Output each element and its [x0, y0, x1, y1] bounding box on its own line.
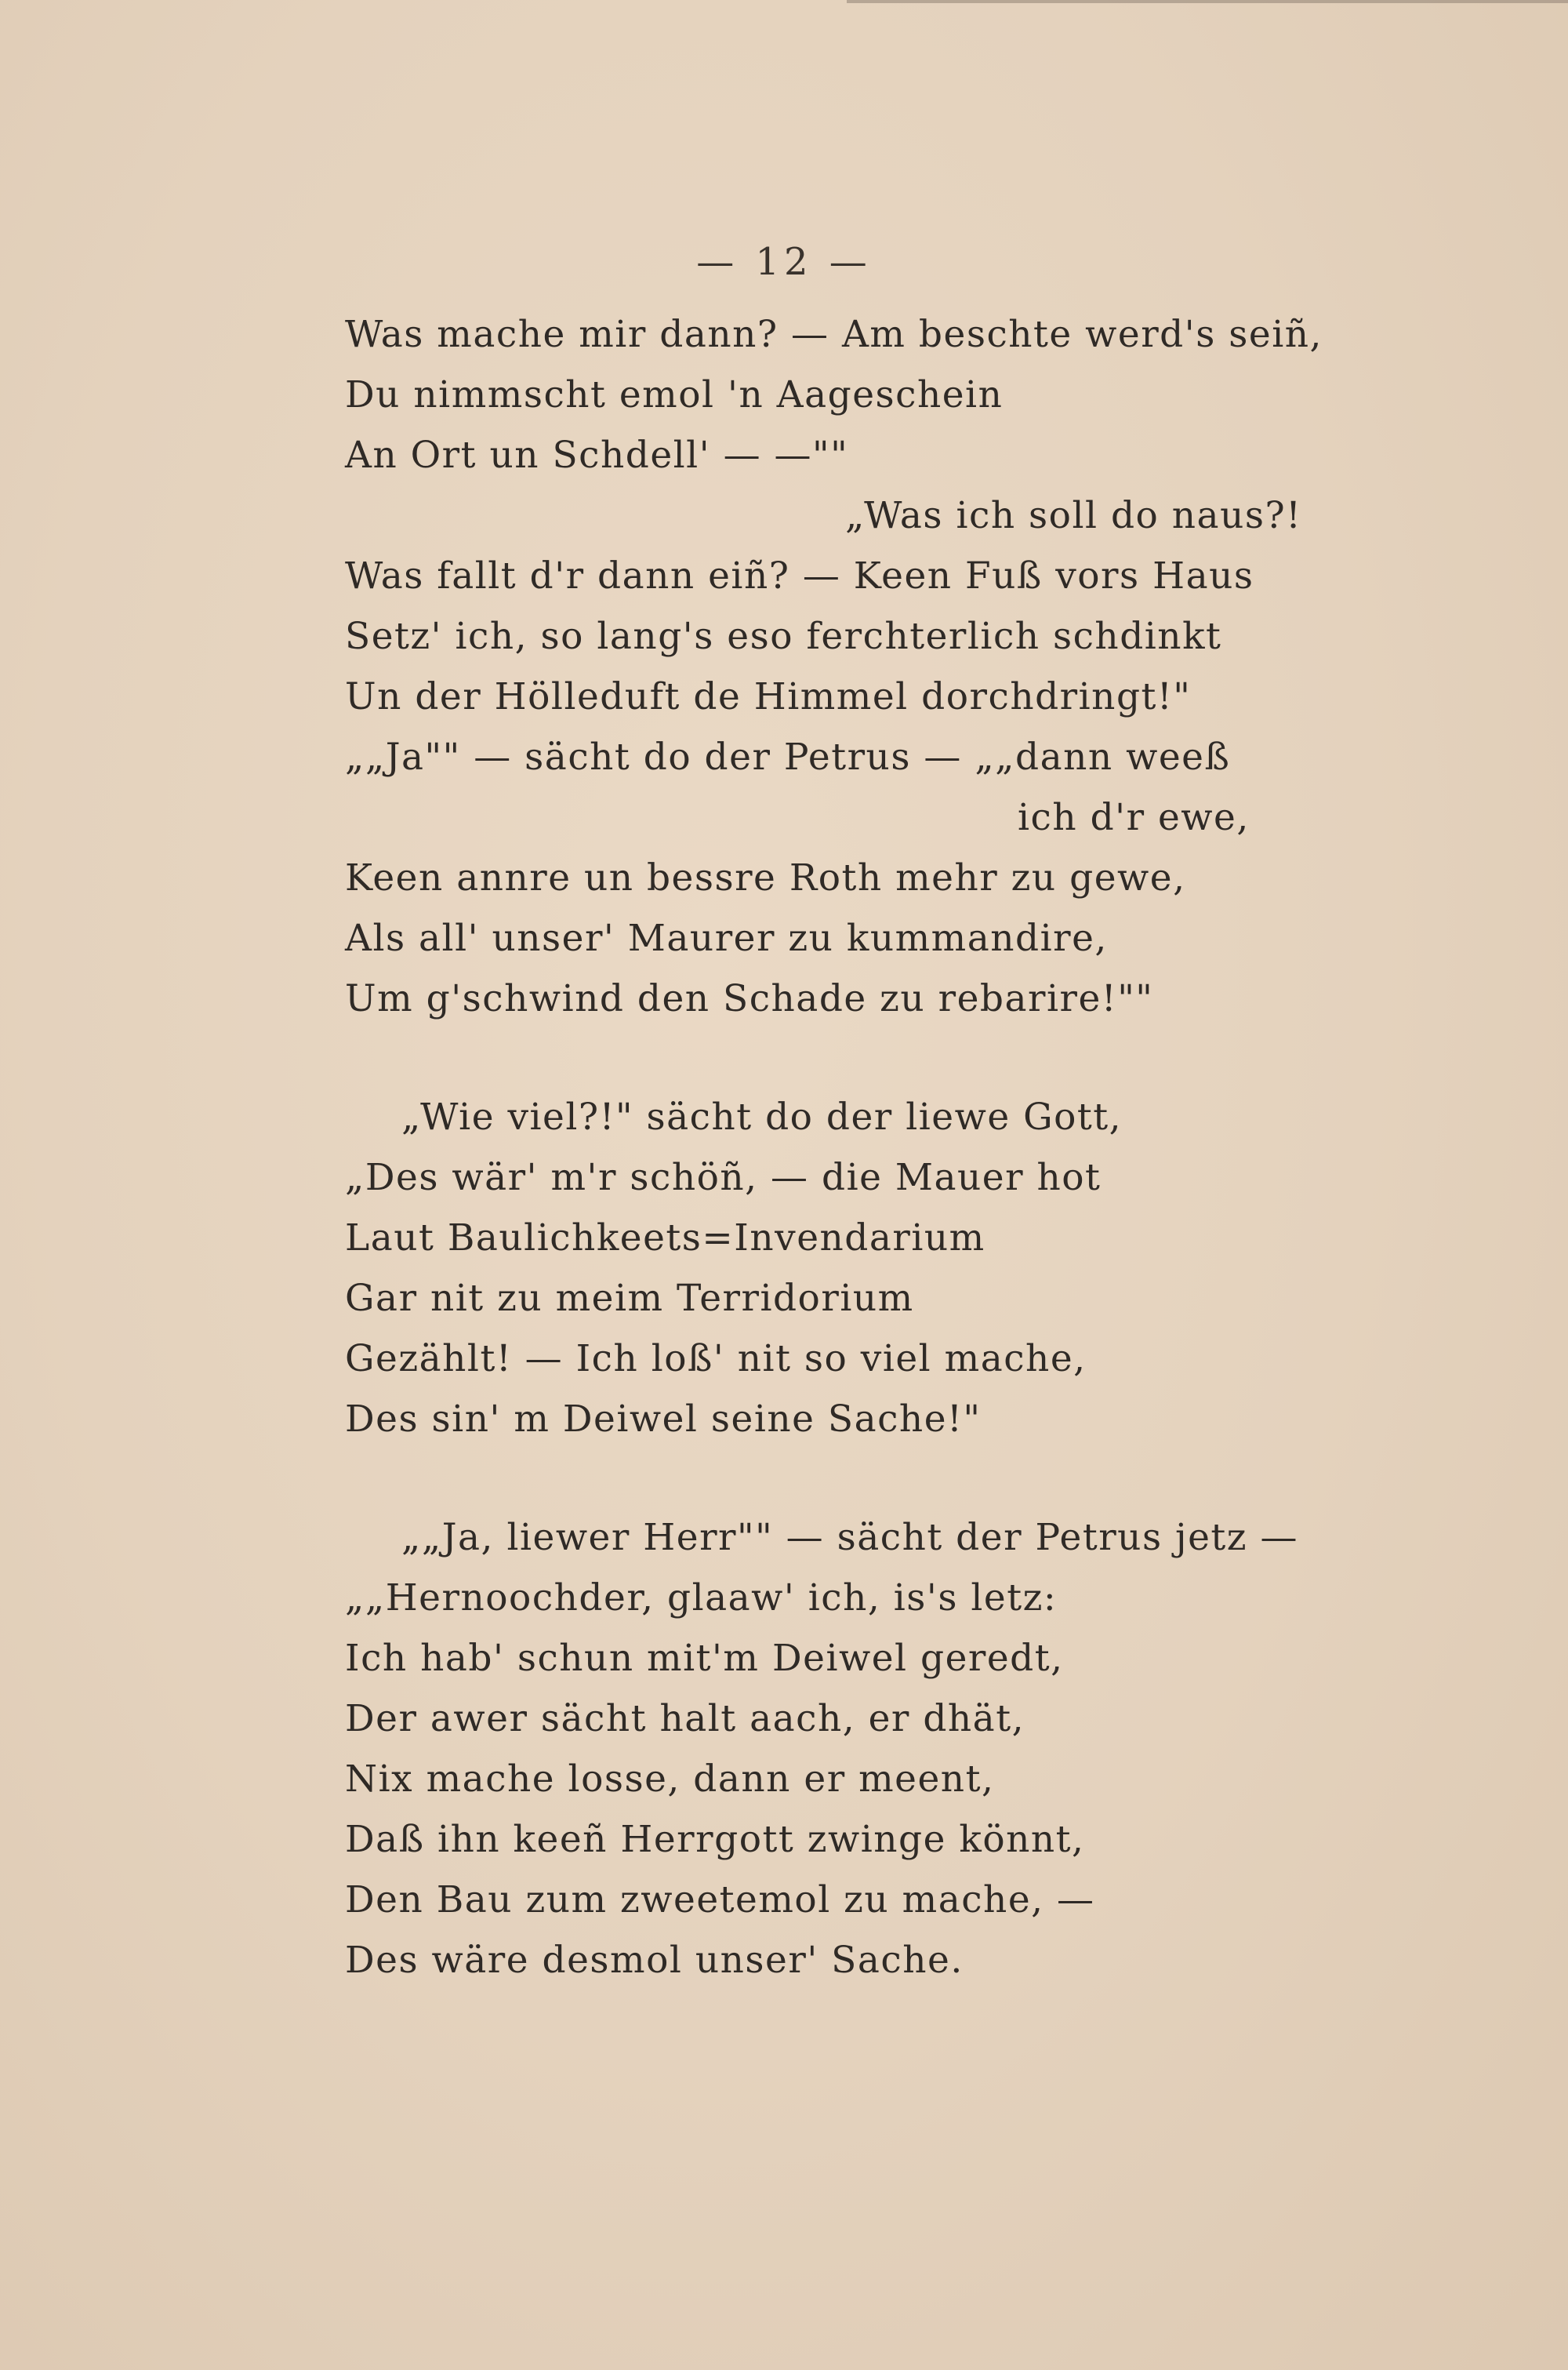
verse-line: Du nimmscht emol 'n Aageschein	[345, 373, 1004, 416]
page-edge-rule	[847, 0, 1568, 3]
page-number: — 12 —	[696, 240, 872, 284]
verse-line: „Wie viel?!" sächt do der liewe Gott,	[401, 1096, 1123, 1139]
verse-line: Daß ihn keeñ Herrgott zwinge könnt,	[345, 1818, 1085, 1861]
poem-text	[345, 304, 1364, 1990]
verse-line: Ich hab' schun mit'm Deiwel geredt,	[345, 1637, 1064, 1680]
verse-line: Nix mache losse, dann er meent,	[345, 1758, 995, 1801]
verse-line: ich d'r ewe,	[1018, 796, 1250, 839]
verse-line: Des wäre desmol unser' Sache.	[345, 1939, 964, 1982]
verse-line: „„Hernoochder, glaaw' ich, is's letz:	[345, 1576, 1058, 1619]
verse-line: „„Ja, liewer Herr"" — sächt der Petrus jetz —	[401, 1516, 1298, 1559]
verse-line: Laut Baulichkeets=Invendarium	[345, 1216, 985, 1260]
verse-line: Um g'schwind den Schade zu rebarire!""	[345, 977, 1154, 1020]
verse-line: Was mache mir dann? — Am beschte werd's seiñ,	[345, 313, 1323, 356]
verse-line: An Ort un Schdell' — —""	[345, 434, 849, 477]
verse-line: „Was ich soll do naus?!	[845, 494, 1302, 537]
verse-line: Keen annre un bessre Roth mehr zu gewe,	[345, 856, 1186, 900]
verse-line: Der awer sächt halt aach, er dhät,	[345, 1697, 1025, 1740]
verse-line: Des sin' m Deiwel seine Sache!"	[345, 1398, 982, 1441]
verse-line: Gezählt! — Ich loß' nit so viel mache,	[345, 1337, 1087, 1380]
verse-line: Den Bau zum zweetemol zu mache, —	[345, 1878, 1095, 1921]
verse-line: „„Ja"" — sächt do der Petrus — „„dann weeß	[345, 736, 1231, 779]
verse-line: Gar nit zu meim Terridorium	[345, 1277, 914, 1320]
verse-line: Was fallt d'r dann eiñ? — Keen Fuß vors Haus	[345, 554, 1254, 598]
verse-line: Als all' unser' Maurer zu kummandire,	[345, 917, 1108, 960]
verse-line: „Des wär' m'r schöñ, — die Mauer hot	[345, 1156, 1102, 1199]
verse-line: Un der Hölleduft de Himmel dorchdringt!"	[345, 675, 1192, 718]
verse-line: Setz' ich, so lang's eso ferchterlich schdinkt	[345, 615, 1222, 658]
